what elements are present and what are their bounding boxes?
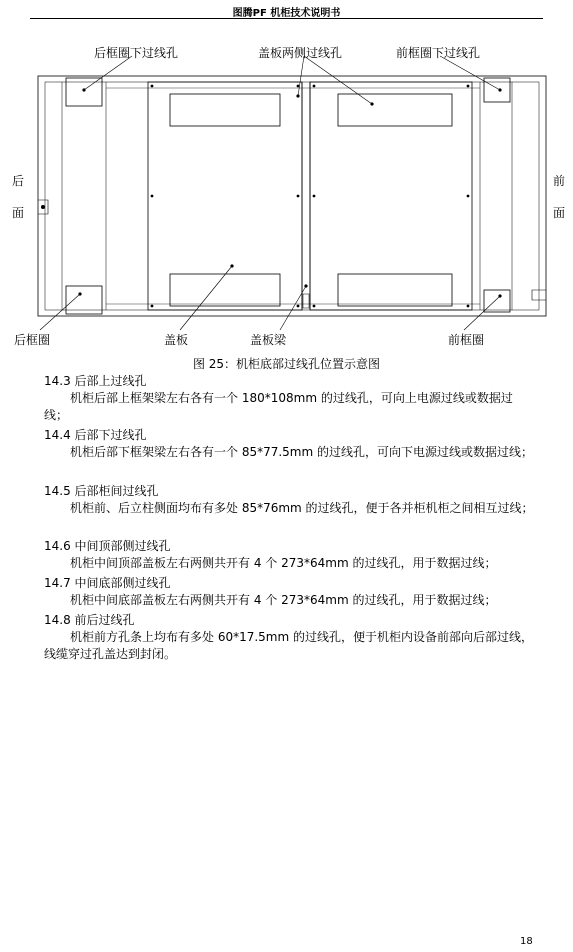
page-header: 图腾PF 机柜技术说明书 [232, 8, 341, 19]
inner-frame [45, 82, 539, 310]
cover-hole-left-top [170, 94, 280, 126]
label-front-frame: 前框圈 [448, 333, 485, 347]
outer-frame [38, 76, 546, 316]
page-number: 18 [520, 936, 533, 947]
section-text: 机柜前、后立柱侧面均布有多处 85*76mm 的过线孔，便于各并柜机柜之间相互过线； [70, 501, 534, 515]
beam-bracket [303, 294, 309, 308]
figure-caption: 图 25：机柜底部过线孔位置示意图 [192, 357, 381, 371]
section-heading: 14.7 中间底部侧过线孔 [44, 576, 171, 590]
section-heading: 14.4 后部下过线孔 [44, 428, 147, 442]
section-text: 机柜前方孔条上均布有多处 60*17.5mm 的过线孔，便于机柜内设备前部向后部过线，线缆穿过孔盖达到封闭。 [44, 630, 533, 661]
section-text: 机柜后部上框架梁左右各有一个 180*108mm 的过线孔，可向上电源过线或数据过线； [44, 391, 513, 422]
section-text: 机柜后部下框架梁左右各有一个 85*77.5mm 的过线孔，可向下电源过线或数据过线； [70, 445, 533, 459]
cover-hole-right-top [338, 94, 452, 126]
section-heading: 14.8 前后过线孔 [44, 613, 135, 627]
section-heading: 14.5 后部柜间过线孔 [44, 484, 159, 498]
section-14-4 [44, 427, 534, 461]
front-top-hole [484, 78, 510, 102]
front-bottom-hole [484, 290, 510, 312]
section-text: 机柜中间顶部盖板左右两侧共开有 4 个 273*64mm 的过线孔，用于数据过线； [70, 556, 497, 570]
label-rear-frame: 后框圈 [14, 333, 51, 347]
cover-hole-right-bottom [338, 274, 452, 306]
section-heading: 14.3 后部上过线孔 [44, 374, 147, 388]
section-14-5 [44, 483, 534, 517]
label-rear-side-1: 后 [12, 174, 25, 188]
label-front-side-2: 面 [553, 206, 566, 220]
section-14-8 [44, 612, 534, 663]
section-text: 机柜中间底部盖板左右两侧共开有 4 个 273*64mm 的过线孔，用于数据过线； [70, 593, 497, 607]
label-cover-side-hole: 盖板两侧过线孔 [258, 46, 343, 60]
cover-plate-right [310, 82, 472, 310]
cover-plate-left [148, 82, 302, 310]
label-front-frame-bottom-hole: 前框圈下过线孔 [396, 46, 481, 60]
cabinet-bottom-drawing [0, 0, 573, 352]
label-front-side-1: 前 [553, 174, 566, 188]
label-rear-side-2: 面 [12, 206, 25, 220]
label-cover-beam: 盖板梁 [250, 333, 287, 347]
section-14-3 [44, 373, 534, 424]
section-14-7 [44, 575, 534, 609]
label-rear-frame-bottom-hole: 后框圈下过线孔 [94, 46, 179, 60]
section-heading: 14.6 中间顶部侧过线孔 [44, 539, 171, 553]
section-14-6 [44, 538, 534, 572]
label-cover-plate: 盖板 [164, 333, 189, 347]
cover-hole-left-bottom [170, 274, 280, 306]
